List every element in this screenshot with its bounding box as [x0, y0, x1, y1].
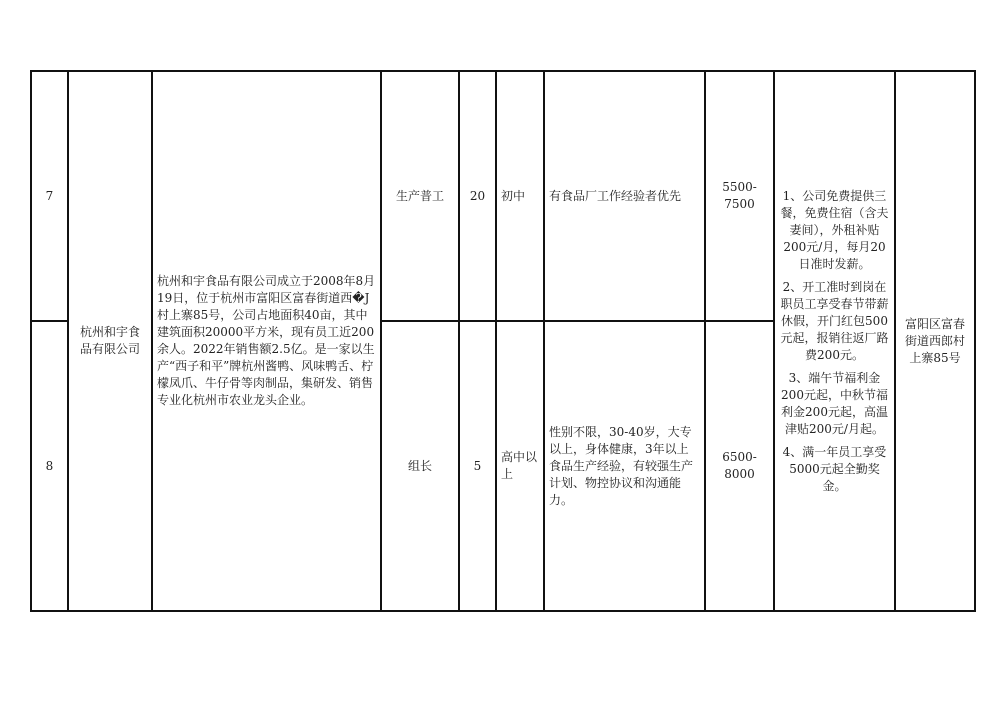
- recruitment-table-page: [30, 70, 974, 610]
- row-number: 8: [31, 321, 68, 611]
- recruitment-table: [30, 70, 976, 612]
- company-description: 杭州和宇食品有限公司成立于2008年8月19日，位于杭州市富阳区富春街道西�J村上寨85号，公司占地面积40亩，其中建筑面积20000平方米，现有员工近200余人。2022年销售额2.5亿。是一家以生产“西子和平”牌杭州酱鸭、风味鸭舌、柠檬凤爪、牛仔骨等肉制品，集研发、销售专业化杭州市农业龙头企业。: [152, 71, 381, 611]
- benefit-item: 1、公司免费提供三餐，免费住宿（含夫妻间），外租补贴200元/月，每月20日准时发薪。: [780, 188, 889, 271]
- benefits-cell: [774, 71, 895, 611]
- company-name: 杭州和宇食品有限公司: [68, 71, 152, 611]
- salary-range: 5500-7500: [705, 71, 774, 321]
- salary-range: 6500-8000: [705, 321, 774, 611]
- benefit-item: 4、满一年员工享受5000元起全勤奖金。: [782, 444, 887, 493]
- education-level: 初中: [496, 71, 544, 321]
- position-name: 组长: [381, 321, 459, 611]
- position-name: 生产普工: [381, 71, 459, 321]
- headcount: 20: [459, 71, 496, 321]
- row-number: 7: [31, 71, 68, 321]
- education-level: 高中以上: [496, 321, 544, 611]
- job-requirement: 性别不限，30-40岁，大专以上，身体健康，3年以上食品生产经验，有较强生产计划、物控协议和沟通能力。: [544, 321, 705, 611]
- work-address: 富阳区富春街道西郎村上寨85号: [895, 71, 975, 611]
- job-requirement: 有食品厂工作经验者优先: [544, 71, 705, 321]
- benefit-item: 2、开工准时到岗在职员工享受春节带薪休假，开门红包500元起，报销往返厂路费200元。: [780, 279, 889, 362]
- headcount: 5: [459, 321, 496, 611]
- benefit-item: 3、端午节福利金200元起，中秋节福利金200元起，高温津贴200元/月起。: [781, 370, 888, 436]
- table-row: [31, 71, 975, 321]
